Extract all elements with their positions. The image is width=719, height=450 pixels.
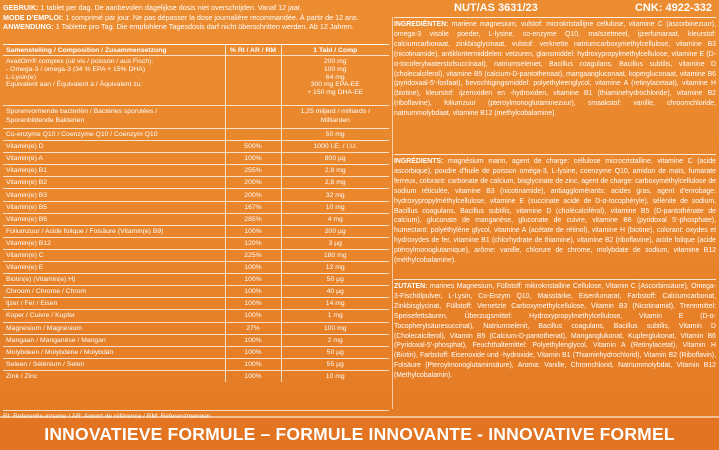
usage-nl: GEBRUIK: 1 tablet per dag. De aanbevolen dagelijkse dosis niet overschrijden. Vanaf 12 jaar. bbox=[3, 3, 302, 12]
nut-code: NUT/AS 3631/23 bbox=[454, 2, 538, 14]
nutrient-amount: 10 mg bbox=[281, 370, 389, 382]
ingredients-de-heading: ZUTATEN: bbox=[394, 283, 428, 290]
nutrient-amount: 3 µg bbox=[281, 237, 389, 249]
table-row bbox=[3, 249, 389, 261]
usage-fr: MODE D'EMPLOI: 1 comprimé par jour. Ne pas dépasser la dose journalière recommandée. À partir de 12 ans. bbox=[3, 12, 359, 22]
usage-instructions bbox=[3, 3, 389, 32]
bacteria-value: 1,25 miljard / milliards / Milliarden bbox=[281, 106, 389, 129]
nutrient-amount: 40 µg bbox=[281, 286, 389, 298]
table-row bbox=[3, 213, 389, 225]
table-row bbox=[3, 153, 389, 165]
nutrient-amount: 200 µg bbox=[281, 225, 389, 237]
nutrient-name: Biotin(e) (Vitamin(e) H) bbox=[3, 274, 225, 286]
table-row bbox=[3, 129, 389, 141]
nutrient-ri: 100% bbox=[225, 286, 281, 298]
nutrient-ri: 100% bbox=[225, 274, 281, 286]
nutrient-amount: 4 mg bbox=[281, 213, 389, 225]
nutrient-ri: 100% bbox=[225, 225, 281, 237]
column-divider bbox=[392, 17, 393, 409]
nutrient-amount: 1000 I.E. / I.U. bbox=[281, 141, 389, 153]
nutrient-name: Vitamin(e) D bbox=[3, 141, 225, 153]
formula-banner bbox=[0, 418, 719, 450]
ingredients-de bbox=[394, 279, 716, 408]
table-row bbox=[3, 237, 389, 249]
nutrient-name: Chroom / Chrome / Chrom bbox=[3, 286, 225, 298]
table-row bbox=[3, 358, 389, 370]
nutrient-ri: 285% bbox=[225, 213, 281, 225]
product-codes bbox=[394, 2, 716, 16]
nutrient-ri: 100% bbox=[225, 262, 281, 274]
header-per-tablet: 1 Tabl / Comp bbox=[281, 45, 389, 56]
nutrient-name: Koper / Cuivre / Kupfer bbox=[3, 310, 225, 322]
nutrient-ri: 200% bbox=[225, 177, 281, 189]
usage-de: ANWENDUNG: 1 Tablette pro Tag. Die empfohlene Tagesdosis darf nicht überschritten werden. Ab 12 Jahren. bbox=[3, 22, 354, 32]
nutrient-name: Magnesium / Magnésium bbox=[3, 322, 225, 334]
nutrient-ri: 100% bbox=[225, 346, 281, 358]
table-row-bacteria bbox=[3, 106, 389, 129]
nutrient-name: Vitamin(e) B12 bbox=[3, 237, 225, 249]
nutrient-name: Foliumzuur / Acide folique / Folsäure (Vitamin(e) B9) bbox=[3, 225, 225, 237]
bacteria-description: Sporenvormende bacteriën / Bactéries sporulées / Sporenbildende Bakterien bbox=[3, 106, 225, 129]
table-row bbox=[3, 141, 389, 153]
table-row bbox=[3, 346, 389, 358]
nutrient-name: Vitamin(e) B2 bbox=[3, 177, 225, 189]
nutrient-amount: 14 mg bbox=[281, 298, 389, 310]
nutrient-name: Zink / Zinc bbox=[3, 370, 225, 382]
table-row bbox=[3, 322, 389, 334]
ingredients-nl bbox=[394, 17, 716, 153]
availom-values: 200 mg 100 mg 64 mg 300 mg EPA-EE + 150 mg DHA-EE bbox=[281, 56, 389, 106]
ingredients-fr-text: magnésium marin, agent de charge: cellulose microcristalline, vitamine C (acide ascorbique), poudre d'huile de poisson oméga-3, L-lysine, coenzyme Q10, amidon de maïs, fumarate ferreux, colorant: carbonate de calcium, bisglycinate de zinc, agent de charge: carboxyméthylcellulose de sodium réticulée, vitamine B3 (nicotinamide), antiagglomérants: acides gras, agent d'enrobage: hydroxypropylméthylcellulose, vitamine E (succinate acide de D-α-tocophéryle), sélénite de sodium, Bacillus coagulans, Bacillus subtilis, vitamine D (cholécalciférol), vitamine B5 (D-pantothénate de calcium), gluconate de manganèse, gluconate de cuivre, vitamine B6 (pyridoxal 5'-phosphate), humectant: polyéthylène glycol, vitamine A (acétate de rétinol), vitamine H (biotine), colorant: oxydes et hydroxydes de fer, vitamine B1 (chlorhydrate de thiamine), vitamine B2 (riboflavine), acide folique (acide ptéroylmonoglutamique), arôme: vanille, chlorure de chrome, molybdate de sodium, vitamine B12 (méthylcobalamine). bbox=[394, 158, 716, 265]
banner-text: INNOVATIEVE FORMULE – FORMULE INNOVANTE - INNOVATIVE FORMEL bbox=[44, 423, 675, 444]
nutrient-amount: 2,8 mg bbox=[281, 165, 389, 177]
nutrient-amount: 50 mg bbox=[281, 129, 389, 141]
nutrient-ri bbox=[225, 129, 281, 141]
table-row bbox=[3, 298, 389, 310]
table-row bbox=[3, 370, 389, 382]
composition-table bbox=[3, 44, 389, 382]
ingredients-nl-text: mariene magnesium, vulstof: microkristallijne cellulose, vitamine C (ascorbinezuur), omega-3 visolie poeder, L-lysine, co-enzyme Q10, maïszetmeel, ijzerfumaraat, kleurstof: calciumcarbonaat, zinkbisglycinaat, vulstof: verknette natriumcarboxymethylcellulose, vitamine B3 (nicotinamide), antiklontermiddelen: vetzuren, glansmiddel: hydroxypropylmethylcellulose, vitamine E (D-α-tocoferylwaterstofsuccinaat), natriumseleniet, Bacillus coagulans, Bacillus subtilis, vitamine D (cholecalciferol), vitamine B5 (calcium-D-pantothenaat), mangaangluconaat, kopergluconaat, vitamine B6 (pyridoxaal-5'-fosfaat), bevochtigingsmiddel: polyethyleenglycol, vitamine A (retinylacetaat), vitamine H (biotine), kleurstof: ijzeroxiden en -hydroxiden, vitamine B1 (thiaminehydrochloride), vitamine B2 (riboflavine), foliumzuur (pteroylmonoglutaminezuur), smaakstof: vanille, chroomchloride, natriummolybdaat, vitamine B12 (methylcobalamine). bbox=[394, 21, 716, 118]
table-row bbox=[3, 286, 389, 298]
nutrient-amount: 800 µg bbox=[281, 153, 389, 165]
table-row bbox=[3, 201, 389, 213]
nutrient-name: Co-enzyme Q10 / Coenzyme Q10 / Coenzym Q10 bbox=[3, 129, 225, 141]
nutrient-amount: 2 mg bbox=[281, 334, 389, 346]
nutrient-amount: 50 µg bbox=[281, 346, 389, 358]
ingredients-fr-heading: INGRÉDIENTS: bbox=[394, 158, 444, 165]
nutrient-name: Vitamin(e) B5 bbox=[3, 201, 225, 213]
nutrient-ri: 500% bbox=[225, 141, 281, 153]
nutrient-amount: 2,8 mg bbox=[281, 177, 389, 189]
nutrient-amount: 55 µg bbox=[281, 358, 389, 370]
table-row bbox=[3, 189, 389, 201]
nutrient-ri: 167% bbox=[225, 201, 281, 213]
nutrient-amount: 50 µg bbox=[281, 274, 389, 286]
availom-description: AvailOm® complex (uit vis / poisson / aus Fisch): - Omega-3 / omega-3 (34 % EPA + 15% DHA) L-Lysin(e) Equivalent aan / Équivalent à / Äquivalent zu: bbox=[3, 56, 225, 106]
ingredients-nl-heading: INGREDIËNTEN: bbox=[394, 21, 449, 28]
nutrient-ri: 100% bbox=[225, 334, 281, 346]
nutrient-ri: 225% bbox=[225, 249, 281, 261]
nutrient-ri: 27% bbox=[225, 322, 281, 334]
nutrient-name: Seleen / Sélénium / Selen bbox=[3, 358, 225, 370]
nutrient-ri: 255% bbox=[225, 165, 281, 177]
nutrient-name: Vitamin(e) C bbox=[3, 249, 225, 261]
table-row bbox=[3, 225, 389, 237]
header-composition: Samenstelling / Composition / Zusammensetzung bbox=[3, 45, 225, 56]
table-row bbox=[3, 274, 389, 286]
table-row bbox=[3, 334, 389, 346]
nutrient-name: Vitamin(e) A bbox=[3, 153, 225, 165]
composition-header-row bbox=[3, 45, 389, 56]
nutrient-name: Vitamin(e) B3 bbox=[3, 189, 225, 201]
nutrient-ri: 100% bbox=[225, 153, 281, 165]
nutrient-amount: 100 mg bbox=[281, 322, 389, 334]
ingredients-de-text: marines Magnesium, Füllstoff: mikrokristalline Cellulose, Vitamin C (Ascorbinsäure), Omega-3-Fischölpulver, L-Lysin, Co-Enzym Q10, Maisstärke, Eisenfumarat, Farbstoff: Calciumcarbonat, Zinkbisglycinat, Füllstoff: Vernetzte Carboxymethylcellulose, Vitamin B3 (Nicotinamid), Trennmittel: Speisefettsäuren, Überzugsmittel: Hydroxypropylmethylcellulose, Vitamin E (D-α-Tocopherylsäuresuccinat), Natriumselenit, Bacillus coagulans, Bacillus subtilis, Vitamin D (Cholecalciferol), Vitamin B5 (Calcium-D-pantothenat), Manganglukonat, Kupferglukonat, Vitamin B6 (Pyridoxal-5'-phosphat), Feuchthaltemittel: Polyethylenglycol, Vitamin A (Retinylacetat), Vitamin H (Biotin), Farbstoff: Eisenoxide und -hydroxide, Vitamin B1 (Thiaminhydrochlorid), Vitamin B2 (Riboflavin), Folsäure (Pteroylmonoglutaminsäure), Aroma: Vanille, Chromchlorid, Natriummolybdat, Vitamin B12 (Methylcobalamin). bbox=[394, 283, 716, 380]
nutrient-name: Ijzer / Fer / Eisen bbox=[3, 298, 225, 310]
nutrient-name: Molybdeen / Molybdène / Molybdän bbox=[3, 346, 225, 358]
nutrient-amount: 12 mg bbox=[281, 262, 389, 274]
nutrient-name: Mangaan / Manganèse / Mangan bbox=[3, 334, 225, 346]
nutrient-ri: 200% bbox=[225, 189, 281, 201]
nutrient-name: Vitamin(e) B1 bbox=[3, 165, 225, 177]
nutrient-name: Vitamin(e) B6 bbox=[3, 213, 225, 225]
nutrient-ri: 100% bbox=[225, 298, 281, 310]
header-ri: % RI / AR / RM bbox=[225, 45, 281, 56]
table-row bbox=[3, 310, 389, 322]
nutrient-amount: 1 mg bbox=[281, 310, 389, 322]
table-row bbox=[3, 165, 389, 177]
nutrient-ri: 100% bbox=[225, 358, 281, 370]
cnk-code: CNK: 4922-332 bbox=[634, 2, 712, 14]
nutrient-ri: 100% bbox=[225, 310, 281, 322]
table-row-availom bbox=[3, 56, 389, 106]
nutrient-name: Vitamin(e) E bbox=[3, 262, 225, 274]
nutrient-amount: 10 mg bbox=[281, 201, 389, 213]
nutrient-amount: 180 mg bbox=[281, 249, 389, 261]
nutrient-amount: 32 mg bbox=[281, 189, 389, 201]
nutrient-ri: 120% bbox=[225, 237, 281, 249]
table-row bbox=[3, 262, 389, 274]
table-row bbox=[3, 177, 389, 189]
nutrient-ri: 100% bbox=[225, 370, 281, 382]
ingredients-fr bbox=[394, 154, 716, 278]
